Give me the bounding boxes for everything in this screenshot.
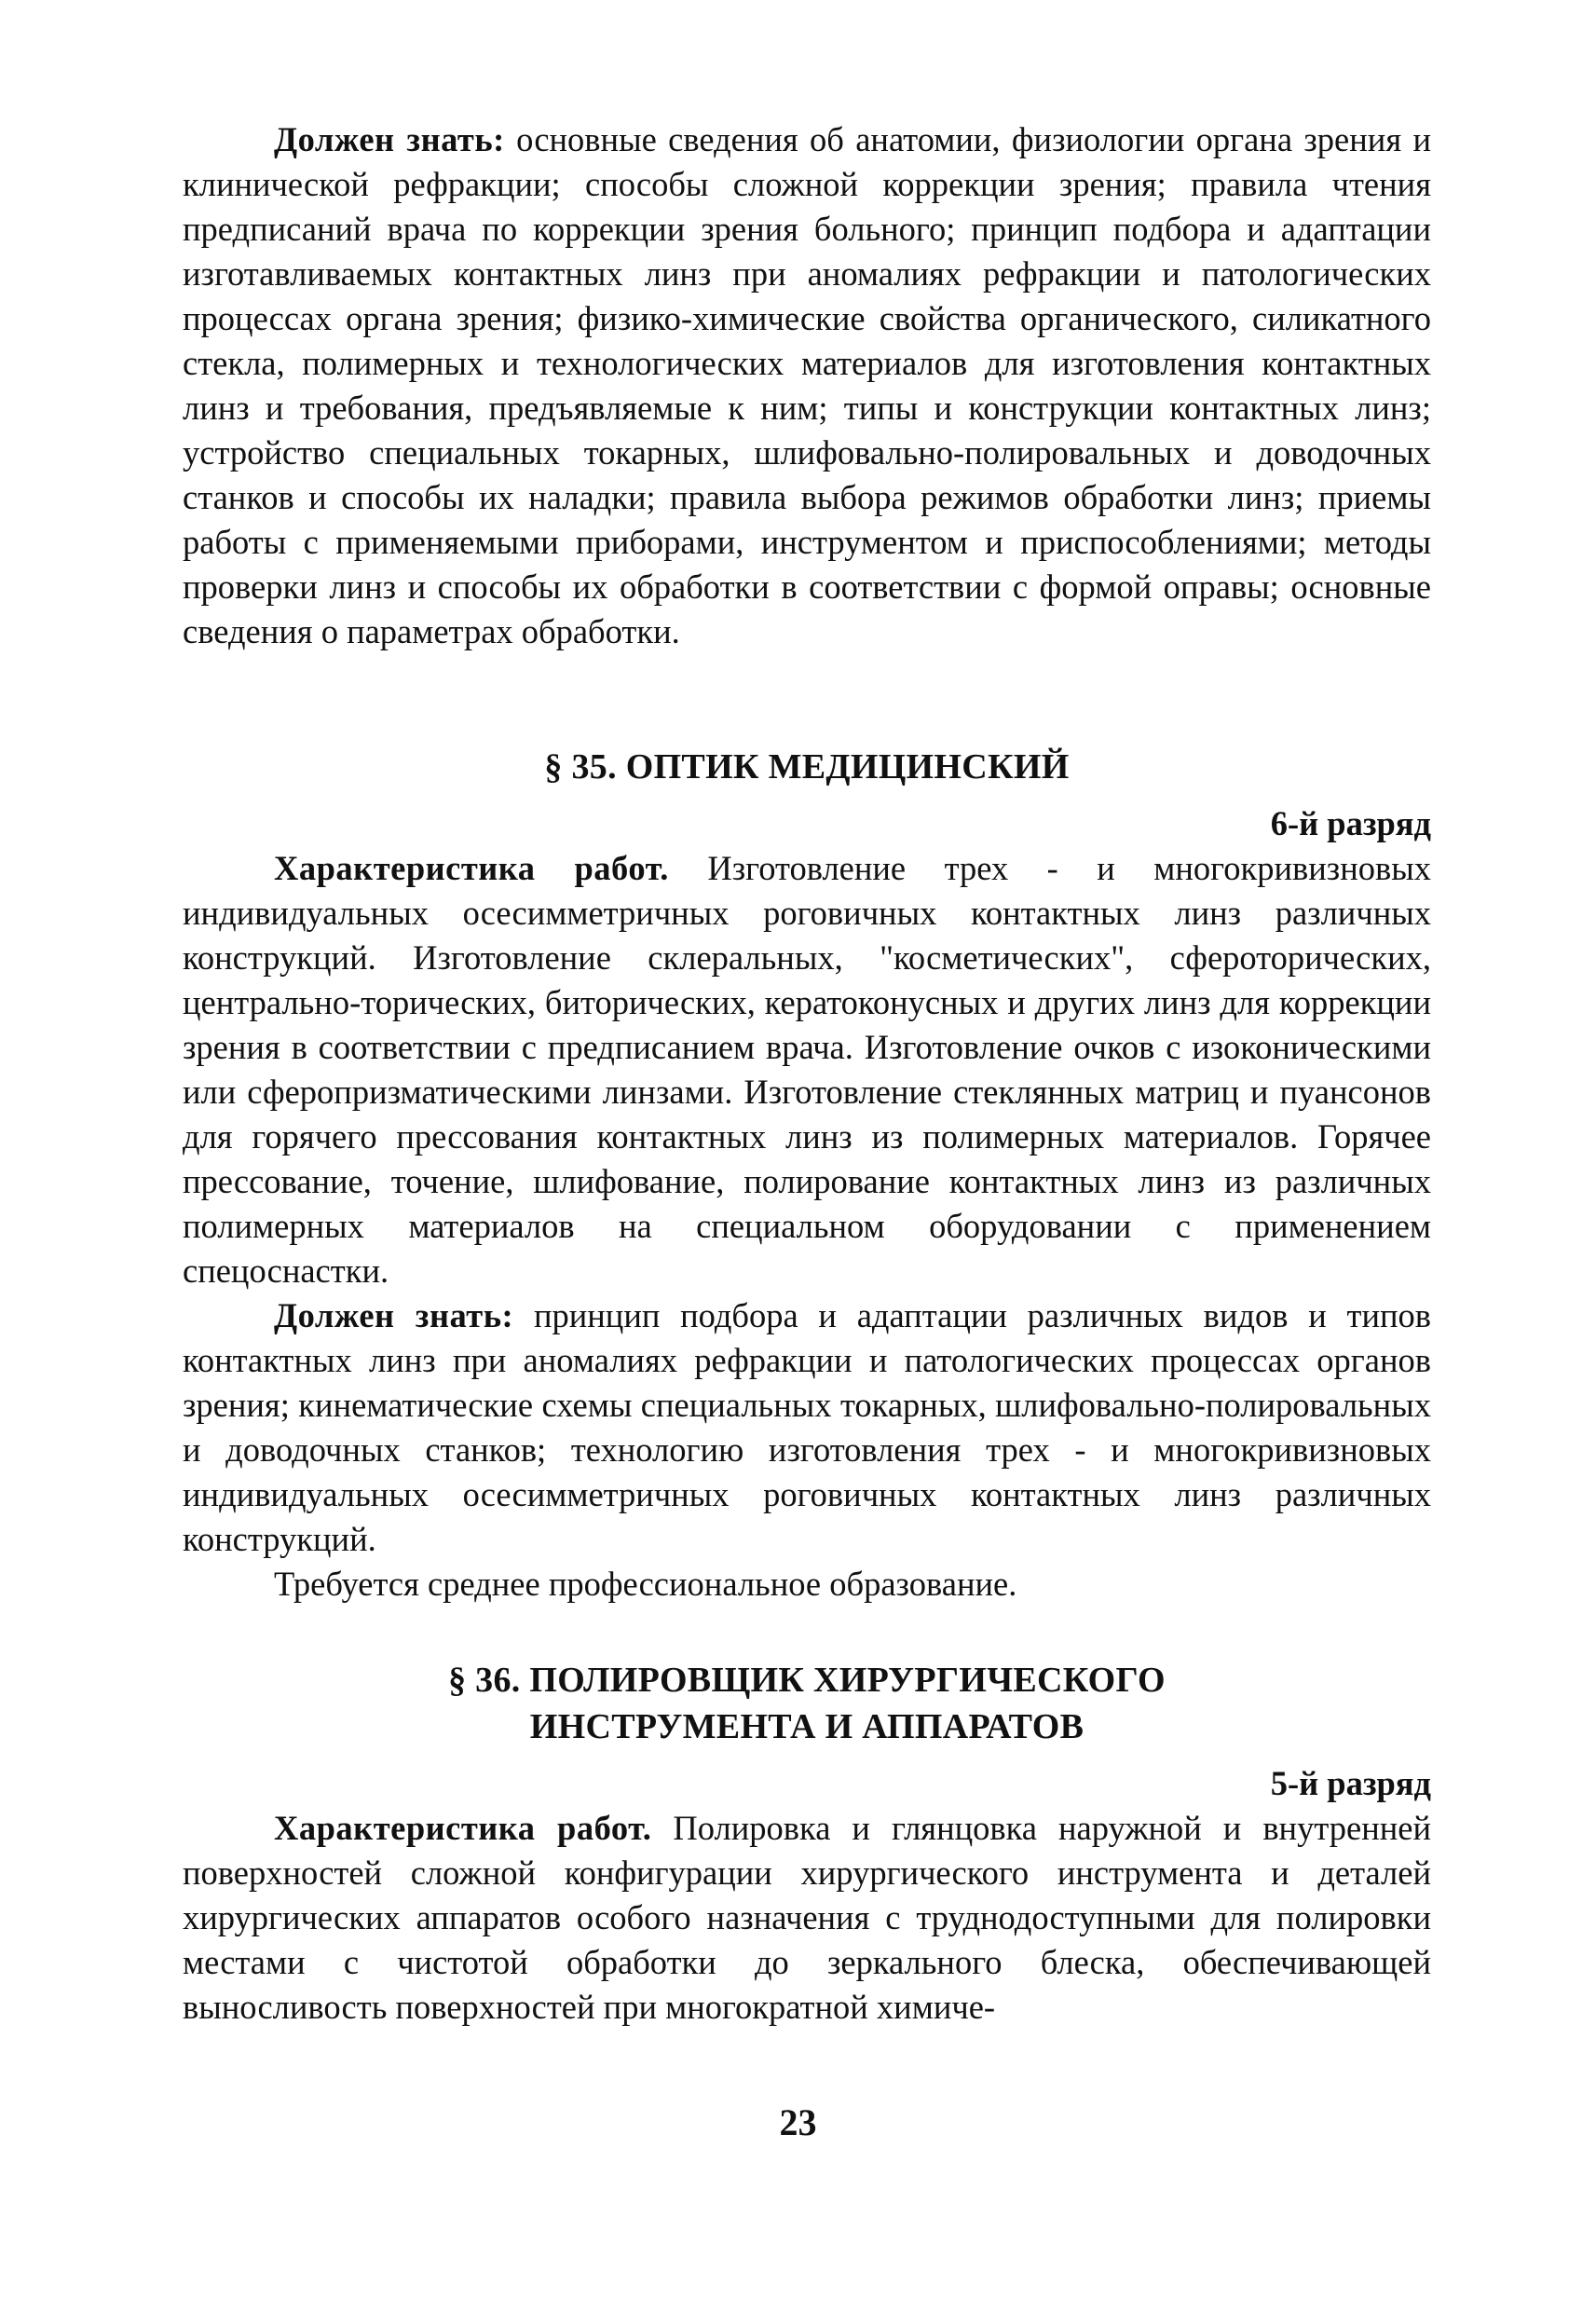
page-number: 23 xyxy=(779,2101,817,2143)
section-35-grade: 6-й разряд xyxy=(1270,804,1431,842)
must-know-lead: Должен знать: xyxy=(274,1296,514,1334)
section-36-title-line2: ИНСТРУМЕНТА И АППАРАТОВ xyxy=(529,1707,1084,1746)
section-35-education: Требуется среднее профессиональное образование. xyxy=(274,1565,1017,1603)
must-know-paragraph xyxy=(183,117,1431,654)
section-35-characteristic xyxy=(183,846,1431,1293)
section-35-title: § 35. ОПТИК МЕДИЦИНСКИЙ xyxy=(544,747,1070,787)
section-35 xyxy=(183,744,1431,1607)
section-35-must-know xyxy=(183,1293,1431,1562)
must-know-text: принцип подбора и адаптации различных видов и типов контактных линз при аномалиях рефракции и патологических процессах органов зрения; кинематические схемы специальных токарных, шлифовально-полировальных и доводочных станков; технологию изготовления трех - и многокривизновых индивидуальных осесимметричных роговичных контактных линз различных конструкций. xyxy=(183,1296,1431,1558)
characteristic-lead: Характеристика работ. xyxy=(274,1809,652,1847)
section-36-characteristic xyxy=(183,1806,1431,2030)
section-36 xyxy=(183,1657,1431,2030)
must-know-text: основные сведения об анатомии, физиологии органа зрения и клинической рефракции; способы сложной коррекции зрения; правила чтения предписаний врача по коррекции зрения больного; принцип подбора и адаптации изготавливаемых контактных линз при аномалиях рефракции и патологических процессах органа зрения; физико-химические свойства органического, силикатного стекла, полимерных и технологических материалов для изготовления контактных линз и требования, предъявляемые к ним; типы и конструкции контактных линз; устройство специальных токарных, шлифовально-полировальных и доводочных станков и способы их наладки; правила выбора режимов обработки линз; приемы работы с применяемыми приборами, инструментом и приспособлениями; методы проверки линз и способы их обработки в соответствии с формой оправы; основные сведения о параметрах обработки. xyxy=(183,120,1431,650)
must-know-lead: Должен знать: xyxy=(274,120,505,158)
section-36-grade: 5-й разряд xyxy=(1270,1764,1431,1802)
section-36-title-line1: § 36. ПОЛИРОВЩИК ХИРУРГИЧЕСКОГО xyxy=(448,1661,1166,1700)
characteristic-text: Изготовление трех - и многокривизновых индивидуальных осесимметричных роговичных контактных линз различных конструкций. Изготовление склеральных, "косметических", сфероторических, центрально-торических, биторических, кератоконусных и других линз для коррекции зрения в соответствии с предписанием врача. Изготовление очков с изоконическими или сферопризматическими линзами. Изготовление стеклянных матриц и пуансонов для горячего прессования контактных линз из полимерных материалов. Горячее прессование, точение, шлифование, полирование контактных линз из различных полимерных материалов на специальном оборудовании с применением спецоснастки. xyxy=(183,849,1431,1290)
characteristic-text: Полировка и глянцовка наружной и внутренней поверхностей сложной конфигурации хирургического инструмента и деталей хирургических аппаратов особого назначения с труднодоступными для полировки местами с чистотой обработки до зеркального блеска, обеспечивающей выносливость поверхностей при многократной химиче- xyxy=(183,1809,1431,2026)
characteristic-lead: Характеристика работ. xyxy=(274,849,669,887)
top-block xyxy=(183,117,1431,654)
